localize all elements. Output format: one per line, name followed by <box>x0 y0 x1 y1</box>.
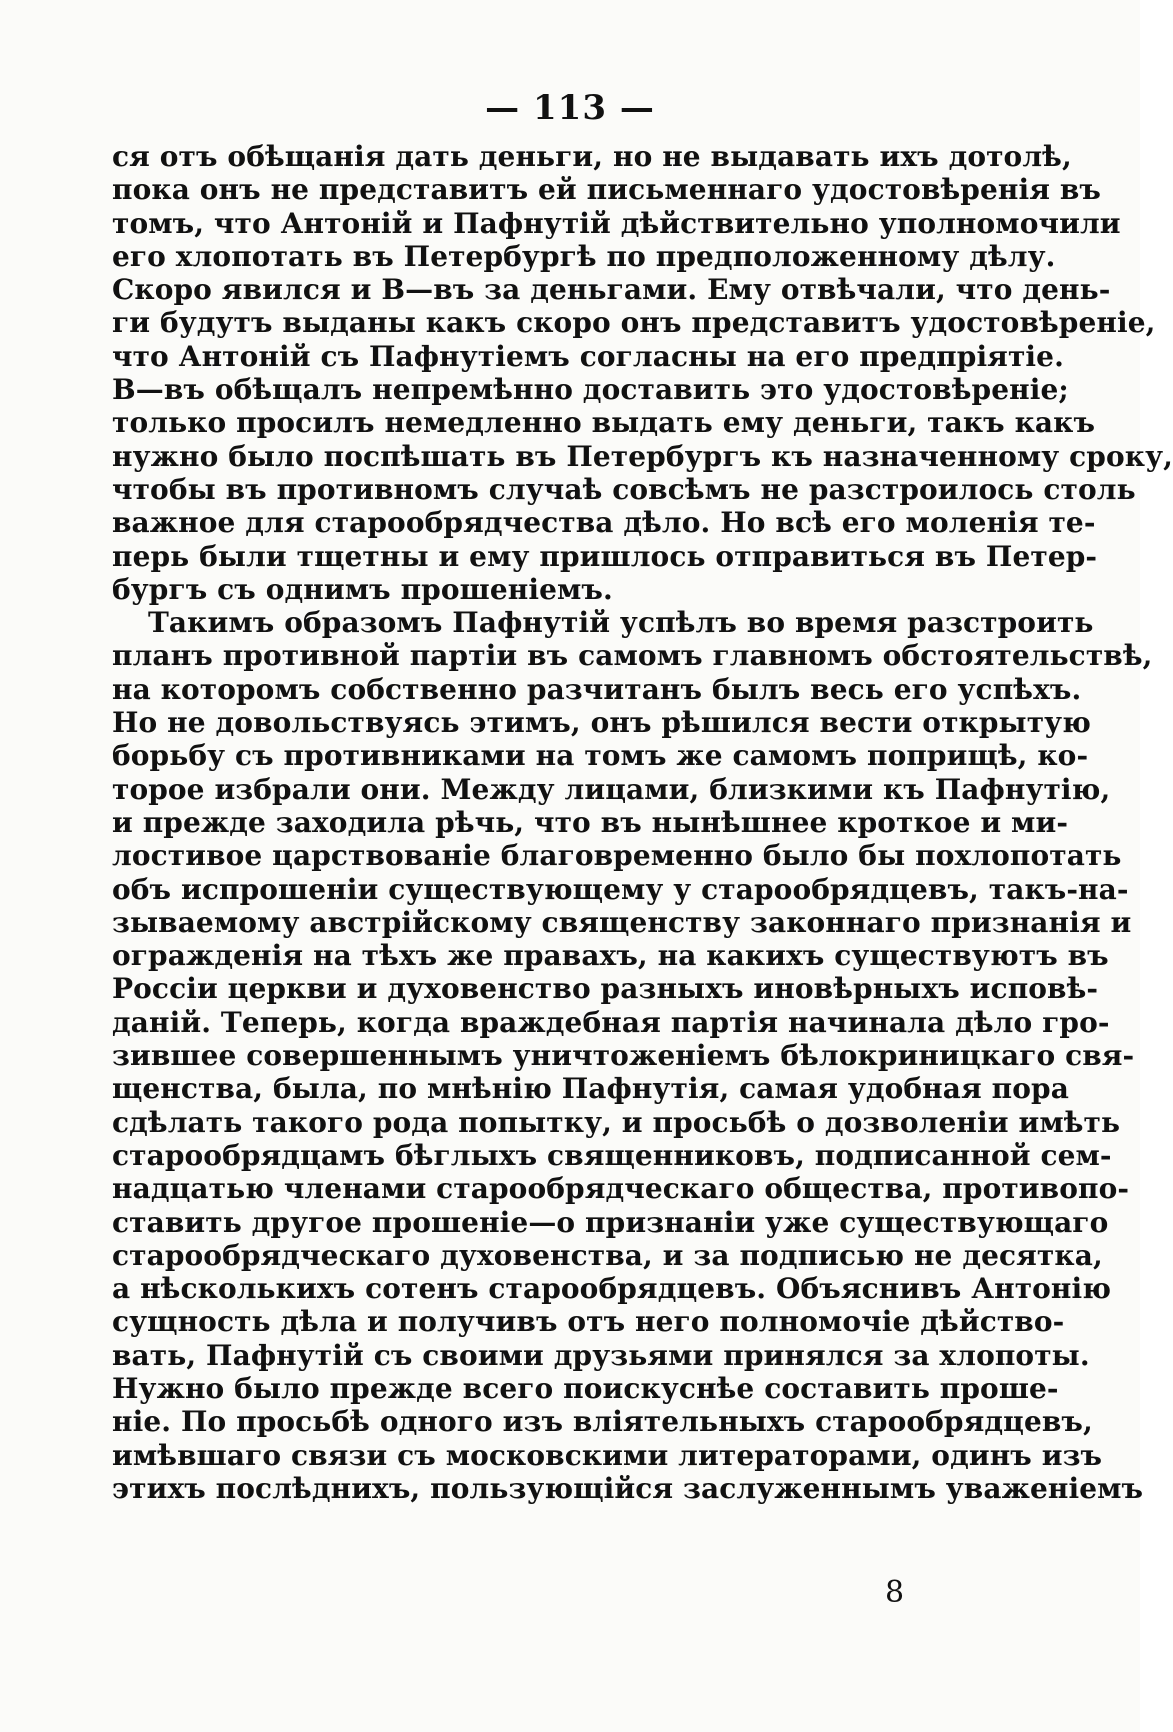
text-line: ся отъ обѣщанія дать деньги, но не выдавать ихъ дотолѣ, <box>112 140 1072 173</box>
text-line: объ испрошеніи существующему у старообрядцевъ, такъ-на- <box>112 872 1129 906</box>
text-line: этихъ послѣднихъ, пользующійся заслуженнымъ уваженіемъ <box>112 1471 1144 1505</box>
text-line-paragraph-start: Такимъ образомъ Пафнутій успѣлъ во время разстроить <box>148 606 1094 640</box>
text-line: борьбу съ противниками на томъ же самомъ поприщѣ, ко- <box>112 739 1089 773</box>
text-line: что Антоній съ Пафнутіемъ согласны на его предпріятіе. <box>112 339 1064 373</box>
text-line: только просилъ немедленно выдать ему деньги, такъ какъ <box>112 406 1096 440</box>
text-line: его хлопотать въ Петербургѣ по предположенному дѣлу. <box>112 239 1056 273</box>
text-line: сдѣлать такого рода попытку, и просьбѣ о дозволеніи имѣть <box>112 1105 1121 1139</box>
text-line: В—въ обѣщалъ непремѣнно доставить это удостовѣреніе; <box>112 373 1069 407</box>
text-line: пока онъ не представитъ ей письменнаго удостовѣренія въ <box>112 173 1101 207</box>
text-line: Россіи церкви и духовенство разныхъ иновѣрныхъ исповѣ- <box>112 972 1099 1006</box>
text-line: ніе. По просьбѣ одного изъ вліятельныхъ старообрядцевъ, <box>112 1405 1093 1439</box>
text-line: зываемому австрійскому священству законнаго признанія и <box>112 905 1132 939</box>
text-line: лостивое царствованіе благовременно было бы похлопотать <box>112 839 1122 873</box>
text-line: вать, Пафнутій съ своими друзьями принялся за хлопоты. <box>112 1338 1090 1372</box>
text-line: Скоро явился и В—въ за деньгами. Ему отвѣчали, что день- <box>112 273 1111 307</box>
signature-mark: 8 <box>885 1575 905 1610</box>
text-line: старообрядцамъ бѣглыхъ священниковъ, подписанной сем- <box>112 1138 1112 1172</box>
text-line: сущность дѣла и получивъ отъ него полномочіе дѣйство- <box>112 1305 1065 1339</box>
text-line: даній. Теперь, когда враждебная партія начинала дѣло гро- <box>112 1005 1110 1039</box>
text-line: Но не довольствуясь этимъ, онъ рѣшился вести открытую <box>112 706 1091 740</box>
text-line: торое избрали они. Между лицами, близкими къ Пафнутію, <box>112 772 1111 806</box>
text-line: огражденія на тѣхъ же правахъ, на какихъ существуютъ въ <box>112 939 1109 973</box>
text-line: важное для старообрядчества дѣло. Но всѣ его моленія те- <box>112 506 1096 540</box>
text-line: надцатью членами старообрядческаго общества, противопо- <box>112 1172 1130 1206</box>
text-line: ставить другое прошеніе—о признаніи уже существующаго <box>112 1205 1109 1239</box>
text-line: на которомъ собственно разчитанъ былъ весь его успѣхъ. <box>112 672 1082 706</box>
text-line: и прежде заходила рѣчь, что въ нынѣшнее кроткое и ми- <box>112 805 1069 839</box>
body-text <box>112 140 1173 1505</box>
text-line: щенства, была, по мнѣнію Пафнутія, самая удобная пора <box>112 1072 1069 1106</box>
text-line: чтобы въ противномъ случаѣ совсѣмъ не разстроилось столь <box>112 472 1136 506</box>
text-line: Нужно было прежде всего поискуснѣе составить проше- <box>112 1371 1059 1405</box>
text-line: перь были тщетны и ему пришлось отправиться въ Петер- <box>112 539 1098 573</box>
text-line: старообрядческаго духовенства, и за подписью не десятка, <box>112 1238 1103 1272</box>
text-line: имѣвшаго связи съ московскими литераторами, одинъ изъ <box>112 1438 1103 1472</box>
text-line: планъ противной партіи въ самомъ главномъ обстоятельствѣ, <box>112 639 1153 673</box>
text-line: а нѣсколькихъ сотенъ старообрядцевъ. Объяснивъ Антонію <box>112 1272 1112 1306</box>
text-line-paragraph-end: бургъ съ однимъ прошеніемъ. <box>112 572 613 606</box>
text-line: ги будутъ выданы какъ скоро онъ представитъ удостовѣреніе, <box>112 306 1156 340</box>
page-number-header: — 113 — <box>485 88 655 128</box>
text-line: нужно было поспѣшать въ Петербургъ къ назначенному сроку, <box>112 439 1173 473</box>
text-line: зившее совершеннымъ уничтоженіемъ бѣлокриницкаго свя- <box>112 1039 1135 1073</box>
text-line: томъ, что Антоній и Пафнутій дѣйствительно уполномочили <box>112 206 1121 240</box>
